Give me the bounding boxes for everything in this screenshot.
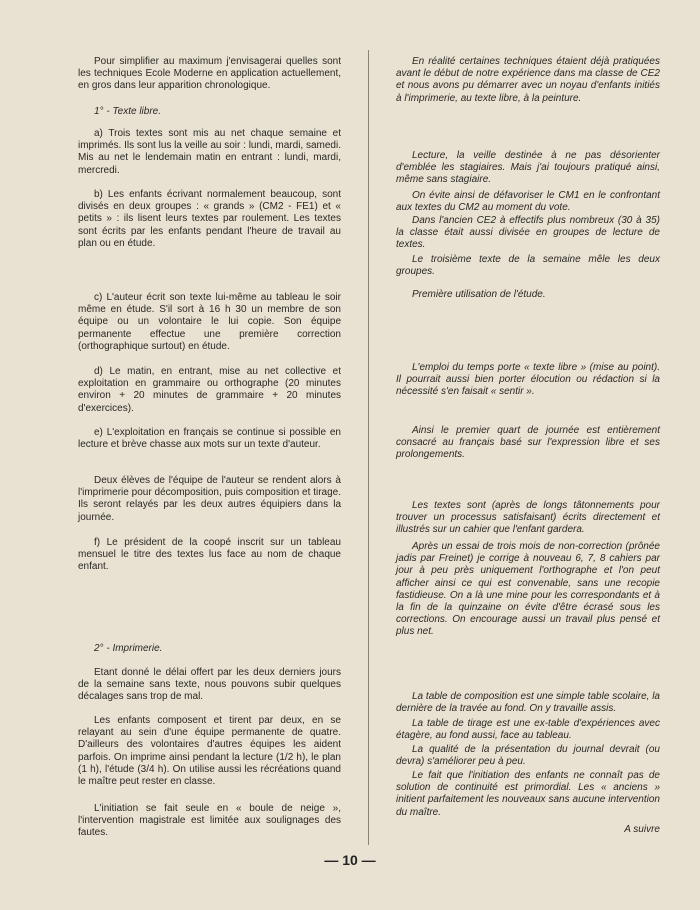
note-8: Ainsi le premier quart de journée est entièrement consacré au français basé sur l'expression libre et ses prolongements. bbox=[396, 425, 660, 461]
paragraph-c: c) L'auteur écrit son texte lui-même au tableau le soir même en étude. S'il sort à 16 h 30 un membre de son équipe ou un volontaire le lui copie. Son équipe permanente effectue une première correction (orthographique surtout) en étude. bbox=[78, 292, 341, 352]
paragraph-f: f) Le président de la coopé inscrit sur un tableau mensuel le titre des textes lus face au nom de chaque enfant. bbox=[78, 537, 341, 573]
paragraph-imprimerie-3: L'initiation se fait seule en « boule de neige », l'intervention magistrale est limitée aux soulignages des fautes. bbox=[78, 803, 341, 839]
paragraph-e: e) L'exploitation en français se continue si possible en lecture et brève chasse aux mots sur un texte d'auteur. bbox=[78, 427, 341, 451]
note-3: On évite ainsi de défavoriser le CM1 en le confrontant aux textes du CM2 au moment du vote. bbox=[396, 190, 660, 214]
note-4: Dans l'ancien CE2 à effectifs plus nombreux (30 à 35) la classe était aussi divisée en groupes de lecture de textes. bbox=[396, 215, 660, 251]
note-5: Le troisième texte de la semaine mêle les deux groupes. bbox=[396, 254, 660, 278]
paragraph-e-continued: Deux élèves de l'équipe de l'auteur se rendent alors à l'imprimerie pour décomposition, puis composition et tirage. Ils seront relayés par les deux autres équipiers dans la journée. bbox=[78, 475, 341, 523]
note-1: En réalité certaines techniques étaient déjà pratiquées avant le début de notre expérience dans ma classe de CE2 et nous avons pu démarrer avec un noyau d'enfants initiés à l'imprimerie, au texte libre, à la peinture. bbox=[396, 56, 660, 104]
paragraph-imprimerie-2: Les enfants composent et tirent par deux, en se relayant au sein d'une équipe permanente de quatre. D'ailleurs des volontaires d'autres équipes les aident parfois. On imprime ainsi pendant la lecture (1/2 h), le plan (1 h), l'étude (3/4 h). On utilise aussi les récréations quand le maître peut rester en classe. bbox=[78, 715, 341, 788]
intro-paragraph: Pour simplifier au maximum j'envisagerai quelles sont les techniques Ecole Moderne en application actuellement, en gros dans leur apparition chronologique. bbox=[78, 56, 341, 92]
note-12: La table de tirage est une ex-table d'expériences avec étagère, au fond aussi, face au tableau. bbox=[396, 718, 660, 742]
note-13: La qualité de la présentation du journal devrait (ou devra) s'améliorer peu à peu. bbox=[396, 744, 660, 768]
paragraph-d: d) Le matin, en entrant, mise au net collective et exploitation en grammaire ou orthographe (20 minutes environ + 20 minutes de grammaire + 20 minutes d'exercices). bbox=[78, 366, 341, 414]
heading-imprimerie: 2° - Imprimerie. bbox=[94, 643, 163, 654]
paragraph-imprimerie-1: Etant donné le délai offert par les deux derniers jours de la semaine sans texte, nous pouvons subir quelques décalages sans trop de mal. bbox=[78, 667, 341, 703]
page-number: — 10 — bbox=[324, 852, 376, 868]
heading-texte-libre: 1° - Texte libre. bbox=[94, 106, 161, 117]
note-7: L'emploi du temps porte « texte libre » (mise au point). Il pourrait aussi bien porter élocution ou rédaction si la nécessité s'en faisait « sentir ». bbox=[396, 362, 660, 398]
note-9: Les textes sont (après de longs tâtonnements pour trouver un processus satisfaisant) écrits directement et illustrés sur un cahier que l'enfant gardera. bbox=[396, 500, 660, 536]
note-6: Première utilisation de l'étude. bbox=[412, 289, 546, 300]
note-14: Le fait que l'initiation des enfants ne connaît pas de solution de continuité est primordial. Les « anciens » initient parfaitement les nouveaux sans aucune intervention du maître. bbox=[396, 770, 660, 818]
note-10: Après un essai de trois mois de non-correction (prônée jadis par Freinet) je corrige à nouveau 6, 7, 8 cahiers par jour à peu près uniquement l'orthographe et l'on peut afficher ainsi ce qui est convenable, sans une recopie fastidieuse. On a là une mine pour les correspondants et à la fin de la quinzaine on évite d'être écrasé sous les corrections. On encourage aussi un travail plus pensé et plus net. bbox=[396, 541, 660, 638]
paragraph-b: b) Les enfants écrivant normalement beaucoup, sont divisés en deux groupes : « grands » (CM2 - FE1) et « petits » : ils lisent leurs textes par roulement. Les textes sont écrits par les enfants pendant l'heure de travail au plan ou en étude. bbox=[78, 189, 341, 249]
column-divider bbox=[368, 50, 369, 845]
note-11: La table de composition est une simple table scolaire, la dernière de la travée au fond. On y travaille assis. bbox=[396, 691, 660, 715]
note-2: Lecture, la veille destinée à ne pas désorienter d'emblée les stagiaires. Mais j'ai toujours pratiqué ainsi, même sans stagiaire. bbox=[396, 150, 660, 186]
paragraph-a: a) Trois textes sont mis au net chaque semaine et imprimés. Ils sont lus la veille au soir : lundi, mardi, samedi. Mis au net le lendemain matin en entrant : lundi, mardi, mercredi. bbox=[78, 128, 341, 176]
to-be-continued: A suivre bbox=[624, 824, 660, 835]
